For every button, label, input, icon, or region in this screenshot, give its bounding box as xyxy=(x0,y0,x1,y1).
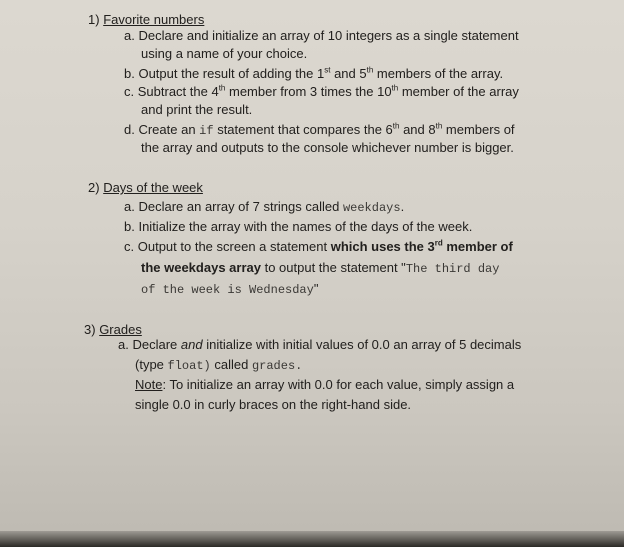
section-2-item-c-cont2: of the week is Wednesday" xyxy=(141,281,319,297)
section-3-item-a: a. Declare and initialize with initial values of 0.0 an array of 5 decimals xyxy=(118,337,522,352)
paper-bottom-shadow xyxy=(0,531,624,547)
section-3-note: Note: To initialize an array with 0.0 for each value, simply assign a xyxy=(135,377,515,392)
section-3-note-cont: single 0.0 in curly braces on the right-hand side. xyxy=(135,397,412,412)
section-2-item-b: b. Initialize the array with the names of the days of the week. xyxy=(124,219,473,234)
section-1-item-d-cont: the array and outputs to the console whichever number is bigger. xyxy=(141,140,514,155)
section-2-item-c: c. Output to the screen a statement which uses the 3rd member of xyxy=(124,238,513,254)
section-1-item-c-cont: and print the result. xyxy=(141,102,253,117)
section-1-item-d: d. Create an if statement that compares the 6th and 8th members of xyxy=(124,121,515,138)
section-2-item-a: a. Declare an array of 7 strings called weekdays. xyxy=(124,199,405,215)
section-1-item-a-cont: using a name of your choice. xyxy=(141,46,308,61)
section-3-item-a-cont: (type float) called grades. xyxy=(135,357,303,373)
section-3-heading: 3) Grades xyxy=(84,322,142,337)
section-1-item-c: c. Subtract the 4th member from 3 times the 10th member of the array xyxy=(124,83,519,99)
section-2-item-c-cont: the weekdays array to output the statement "The third day xyxy=(141,260,500,276)
section-1-item-b: b. Output the result of adding the 1st and 5th members of the array. xyxy=(124,65,504,81)
section-1-item-a: a. Declare and initialize an array of 10 integers as a single statement xyxy=(124,28,519,43)
section-1-heading: 1) Favorite numbers xyxy=(88,12,205,27)
section-2-heading: 2) Days of the week xyxy=(88,180,203,195)
